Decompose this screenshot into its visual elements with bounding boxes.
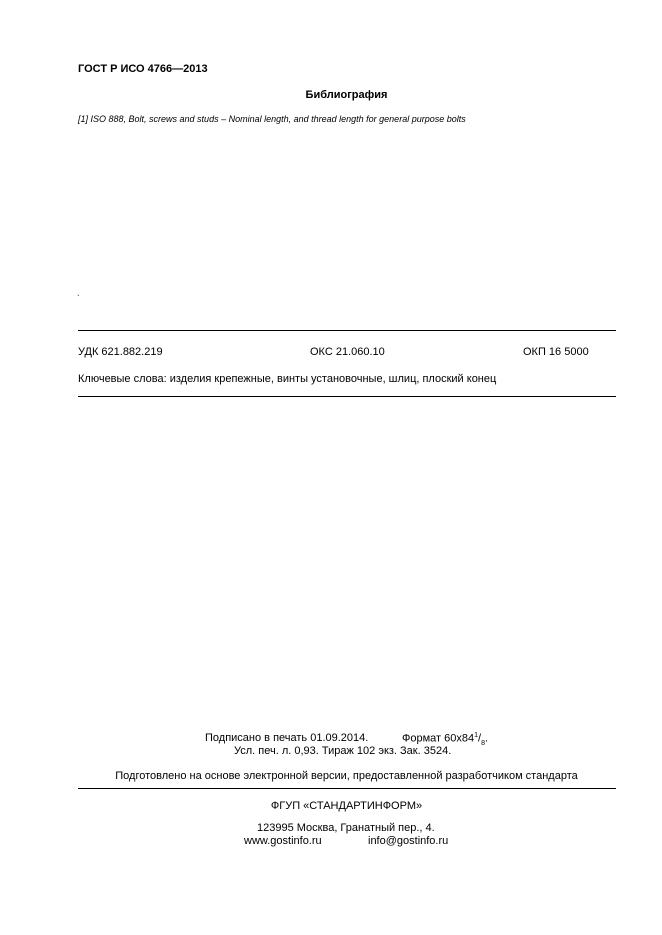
format-suffix: . [484,732,489,745]
okp-code: ОКП 16 5000 [523,346,589,358]
udk-code: УДК 621.882.219 [78,346,163,358]
website-link[interactable]: www.gostinfo.ru [244,835,322,847]
print-info: Усл. печ. л. 0,93. Тираж 102 экз. Зак. 3524. [234,745,452,757]
document-number: ГОСТ Р ИСО 4766—2013 [78,63,208,75]
classification-bottom-rule [78,396,616,397]
imprint-rule [78,788,616,789]
format-sub: 8 [481,739,485,747]
paper-format: Формат $60x84^1/_8$. [402,732,489,747]
signed-to-print: Подписано в печать 01.09.2014. [205,732,369,744]
publisher: ФГУП «СТАНДАРТИНФОРМ» [270,800,423,812]
format-prefix: Формат 60x84 [402,732,475,745]
bibliography-item: [1] ISO 888, Bolt, screws and studs – Nominal length, and thread length for general purpose bolts [78,114,466,124]
stray-mark: ` [77,294,80,303]
email-link[interactable]: info@gostinfo.ru [368,835,449,847]
publisher-address: 123995 Москва, Гранатный пер., 4. [257,822,435,834]
keywords: Ключевые слова: изделия крепежные, винты установочные, шлиц, плоский конец [78,373,497,385]
prepared-note: Подготовлено на основе электронной версии, предоставленной разработчиком стандарта [115,770,578,782]
format-sup: 1 [474,732,479,739]
classification-top-rule [78,330,616,331]
oks-code: ОКС 21.060.10 [310,346,385,358]
bibliography-title: Библиография [305,89,388,101]
